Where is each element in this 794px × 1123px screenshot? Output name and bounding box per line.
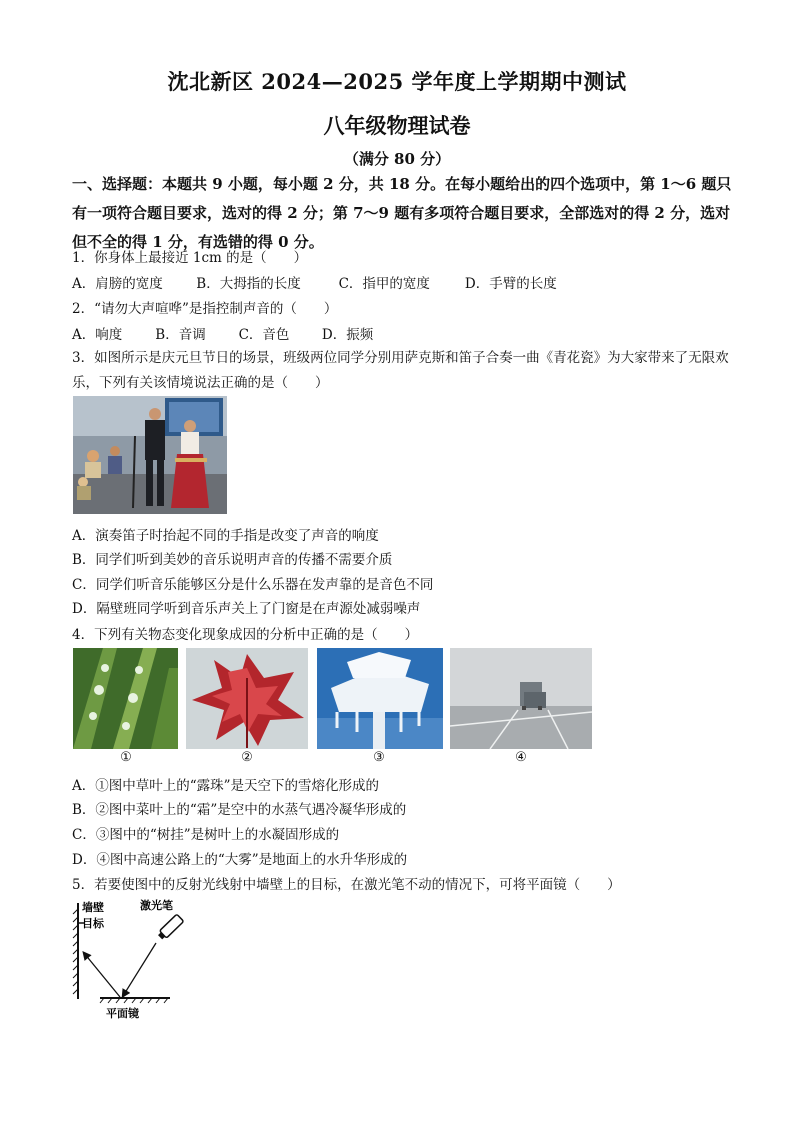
frost-leaf-photo	[186, 648, 308, 749]
question-4-option-b: B．②图中菜叶上的“霜”是空中的水蒸气遇冷凝华形成的	[72, 802, 407, 818]
question-2-option-c: C．音色	[238, 327, 290, 343]
question-2-option-a: A．响度	[72, 327, 123, 343]
question-1-stem: 1．你身体上最接近 1cm 的是（ ）	[72, 250, 308, 266]
question-2-option-d: D．振频	[321, 327, 374, 343]
question-1-option-d: D．手臂的长度	[464, 276, 557, 292]
question-3-option-a: A．演奏笛子时抬起不同的手指是改变了声音的响度	[72, 528, 379, 544]
question-2-options	[72, 323, 373, 343]
question-4-option-d: D．④图中高速公路上的“大雾”是地面上的水升华形成的	[72, 852, 408, 868]
concert-photo	[73, 396, 227, 514]
reflection-diagram	[70, 897, 200, 1022]
question-4-stem: 4．下列有关物态变化现象成因的分析中正确的是（ ）	[72, 627, 419, 643]
rime-tree-photo	[317, 648, 443, 749]
question-1-option-b: B．大拇指的长度	[196, 276, 301, 292]
question-3-option-c: C．同学们听音乐能够区分是什么乐器在发声靠的是音色不同	[72, 577, 434, 593]
mirror-label: 平面镜	[106, 1007, 139, 1020]
figure-caption-2: ②	[241, 750, 253, 765]
figure-caption-3: ③	[373, 750, 385, 765]
target-label: 目标	[82, 917, 104, 930]
section1-instructions: 一、选择题：本题共 9 小题，每小题 2 分，共 18 分。在每小题给出的四个选项中，第 1～6 题只有一项符合题目要求，选对的得 2 分；第 7～9 题有多项符合题目要求，全部选对的得 2 分，选对但不全的得 1 分，有选错的得 0 分。	[72, 175, 732, 251]
question-3-option-d: D．隔壁班同学听到音乐声关上了门窗是在声源处减弱噪声	[72, 601, 421, 617]
question-1-options	[72, 272, 557, 292]
question-1-option-a: A．肩膀的宽度	[72, 276, 163, 292]
reflection-diagram-svg	[70, 897, 200, 1022]
figure-caption-4: ④	[515, 750, 527, 765]
question-3-option-b: B．同学们听到美妙的音乐说明声音的传播不需要介质	[72, 552, 393, 568]
question-4-option-a: A．①图中草叶上的“露珠”是天空下的雪熔化形成的	[72, 778, 380, 794]
laser-label: 激光笔	[140, 899, 173, 912]
dew-grass-photo	[73, 648, 178, 749]
wall-label: 墙壁	[82, 901, 104, 914]
question-1-option-c: C．指甲的宽度	[338, 276, 430, 292]
total-score: （满分 80 分）	[343, 150, 451, 168]
question-2-stem: 2．“请勿大声喧哗”是指控制声音的（ ）	[72, 301, 338, 317]
exam-subtitle: 八年级物理试卷	[323, 113, 471, 138]
laser-pen-icon	[157, 914, 184, 941]
fog-highway-photo	[450, 648, 592, 749]
incident-ray	[123, 943, 156, 996]
question-5-stem: 5．若要使图中的反射光线射中墙壁上的目标，在激光笔不动的情况下，可将平面镜（ ）	[72, 877, 621, 893]
exam-title: 沈北新区 2024—2025 学年度上学期期中测试	[167, 69, 627, 94]
question-2-option-b: B．音调	[155, 327, 206, 343]
figure-caption-1: ①	[120, 750, 132, 765]
question-4-option-c: C．③图中的“树挂”是树叶上的水凝固形成的	[72, 827, 340, 843]
reflected-ray	[84, 953, 120, 997]
question-3-stem: 3．如图所示是庆元旦节日的场景，班级两位同学分别用萨克斯和笛子合奏一曲《青花瓷》为大家带来了无限欢乐，下列有关该情境说法正确的是（ ）	[72, 350, 729, 391]
